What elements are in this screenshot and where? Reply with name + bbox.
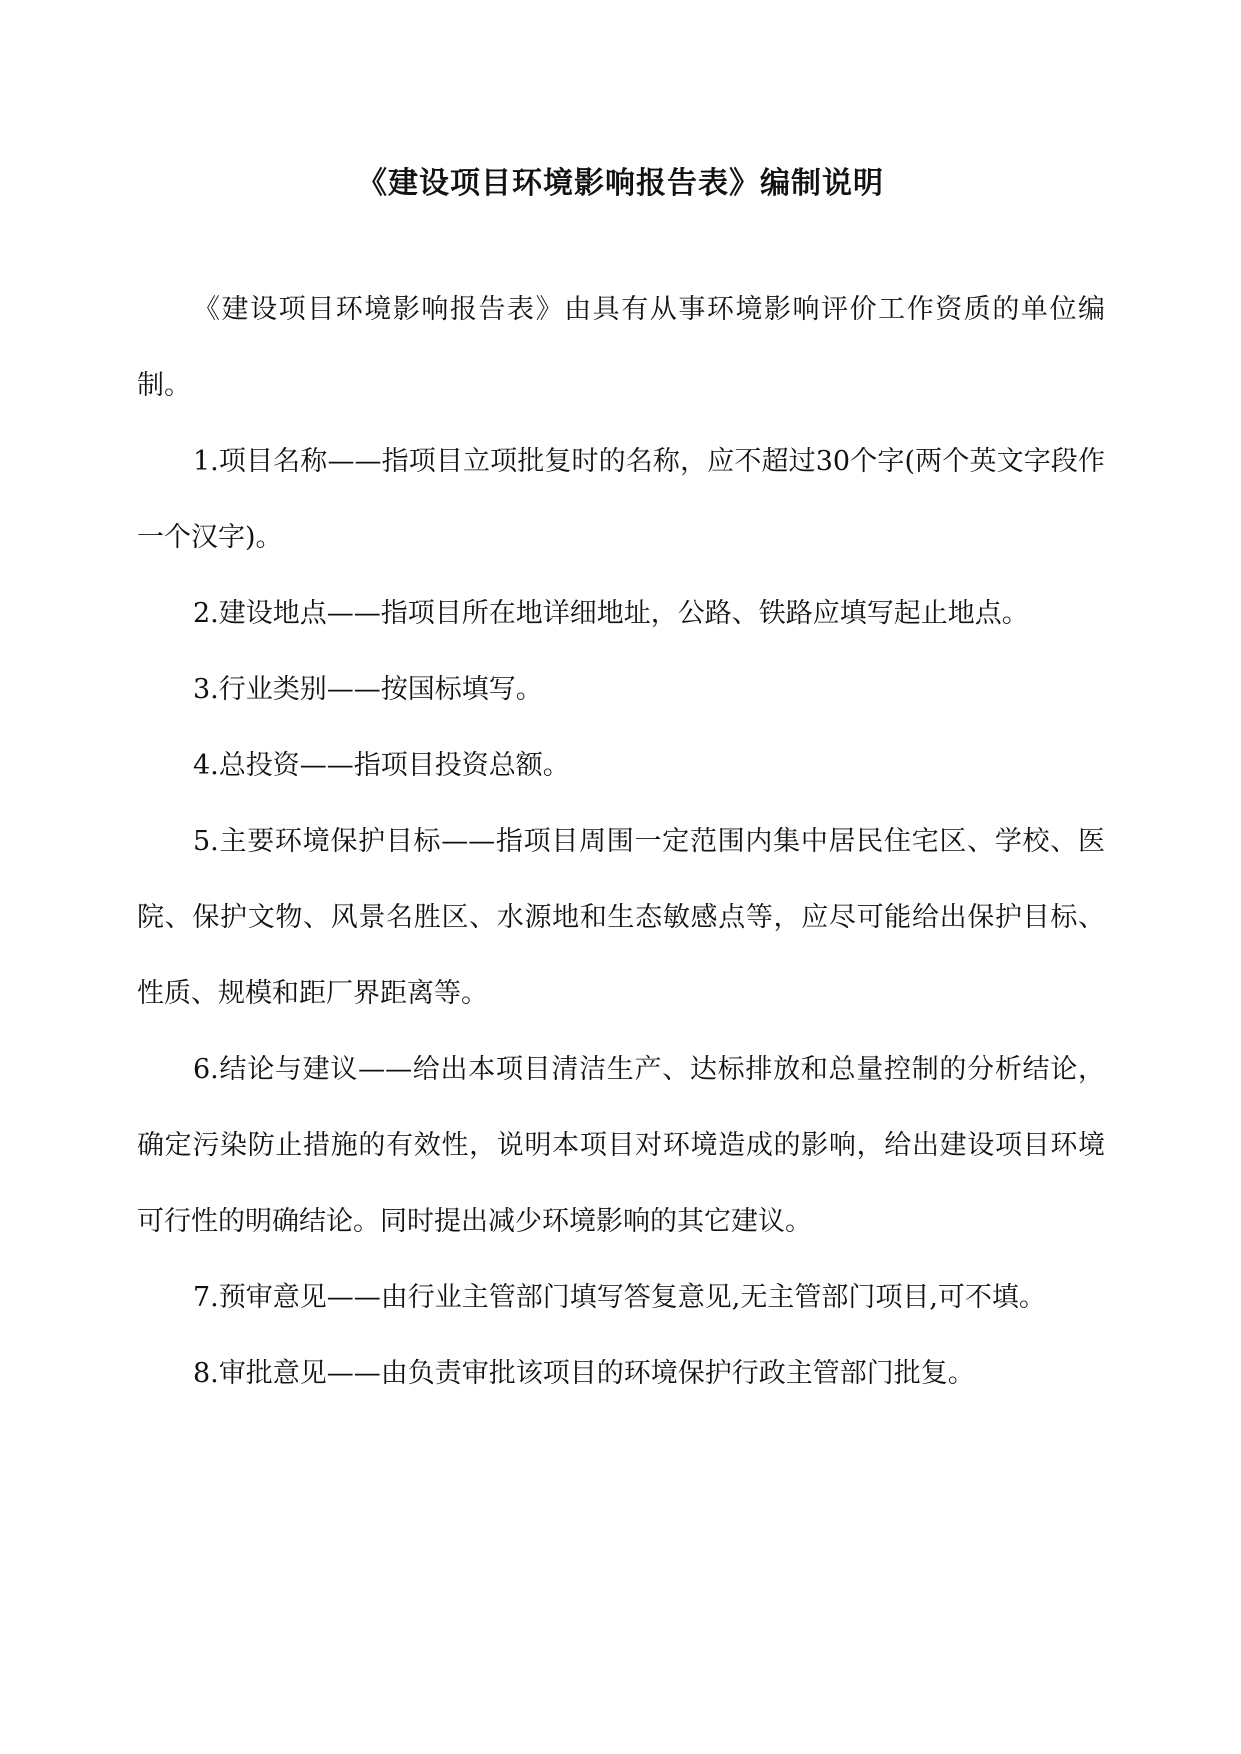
item-industry-category: 3.行业类别——按国标填写。	[193, 674, 543, 705]
intro-paragraph: 《建设项目环境影响报告表》由具有从事环境影响评价工作资质的单位编制。	[137, 294, 1105, 401]
item-project-name: 1.项目名称——指项目立项批复时的名称，应不超过30个字(两个英文字段作一个汉字)。	[137, 446, 1105, 553]
document-title: 《建设项目环境影响报告表》编制说明	[357, 166, 884, 201]
item-pre-review: 7.预审意见——由行业主管部门填写答复意见,无主管部门项目,可不填。	[193, 1282, 1046, 1313]
document-body	[137, 272, 1105, 1412]
item-conclusions: 6.结论与建议——给出本项目清洁生产、达标排放和总量控制的分析结论，确定污染防止措施的有效性，说明本项目对环境造成的影响，给出建设项目环境可行性的明确结论。同时提出减少环境影响的其它建议。	[137, 1054, 1105, 1237]
item-protection-targets: 5.主要环境保护目标——指项目周围一定范围内集中居民住宅区、学校、医院、保护文物、风景名胜区、水源地和生态敏感点等，应尽可能给出保护目标、性质、规模和距厂界距离等。	[137, 826, 1105, 1009]
item-total-investment: 4.总投资——指项目投资总额。	[193, 750, 570, 781]
item-construction-site: 2.建设地点——指项目所在地详细地址，公路、铁路应填写起止地点。	[193, 598, 1029, 629]
item-approval: 8.审批意见——由负责审批该项目的环境保护行政主管部门批复。	[193, 1358, 975, 1389]
